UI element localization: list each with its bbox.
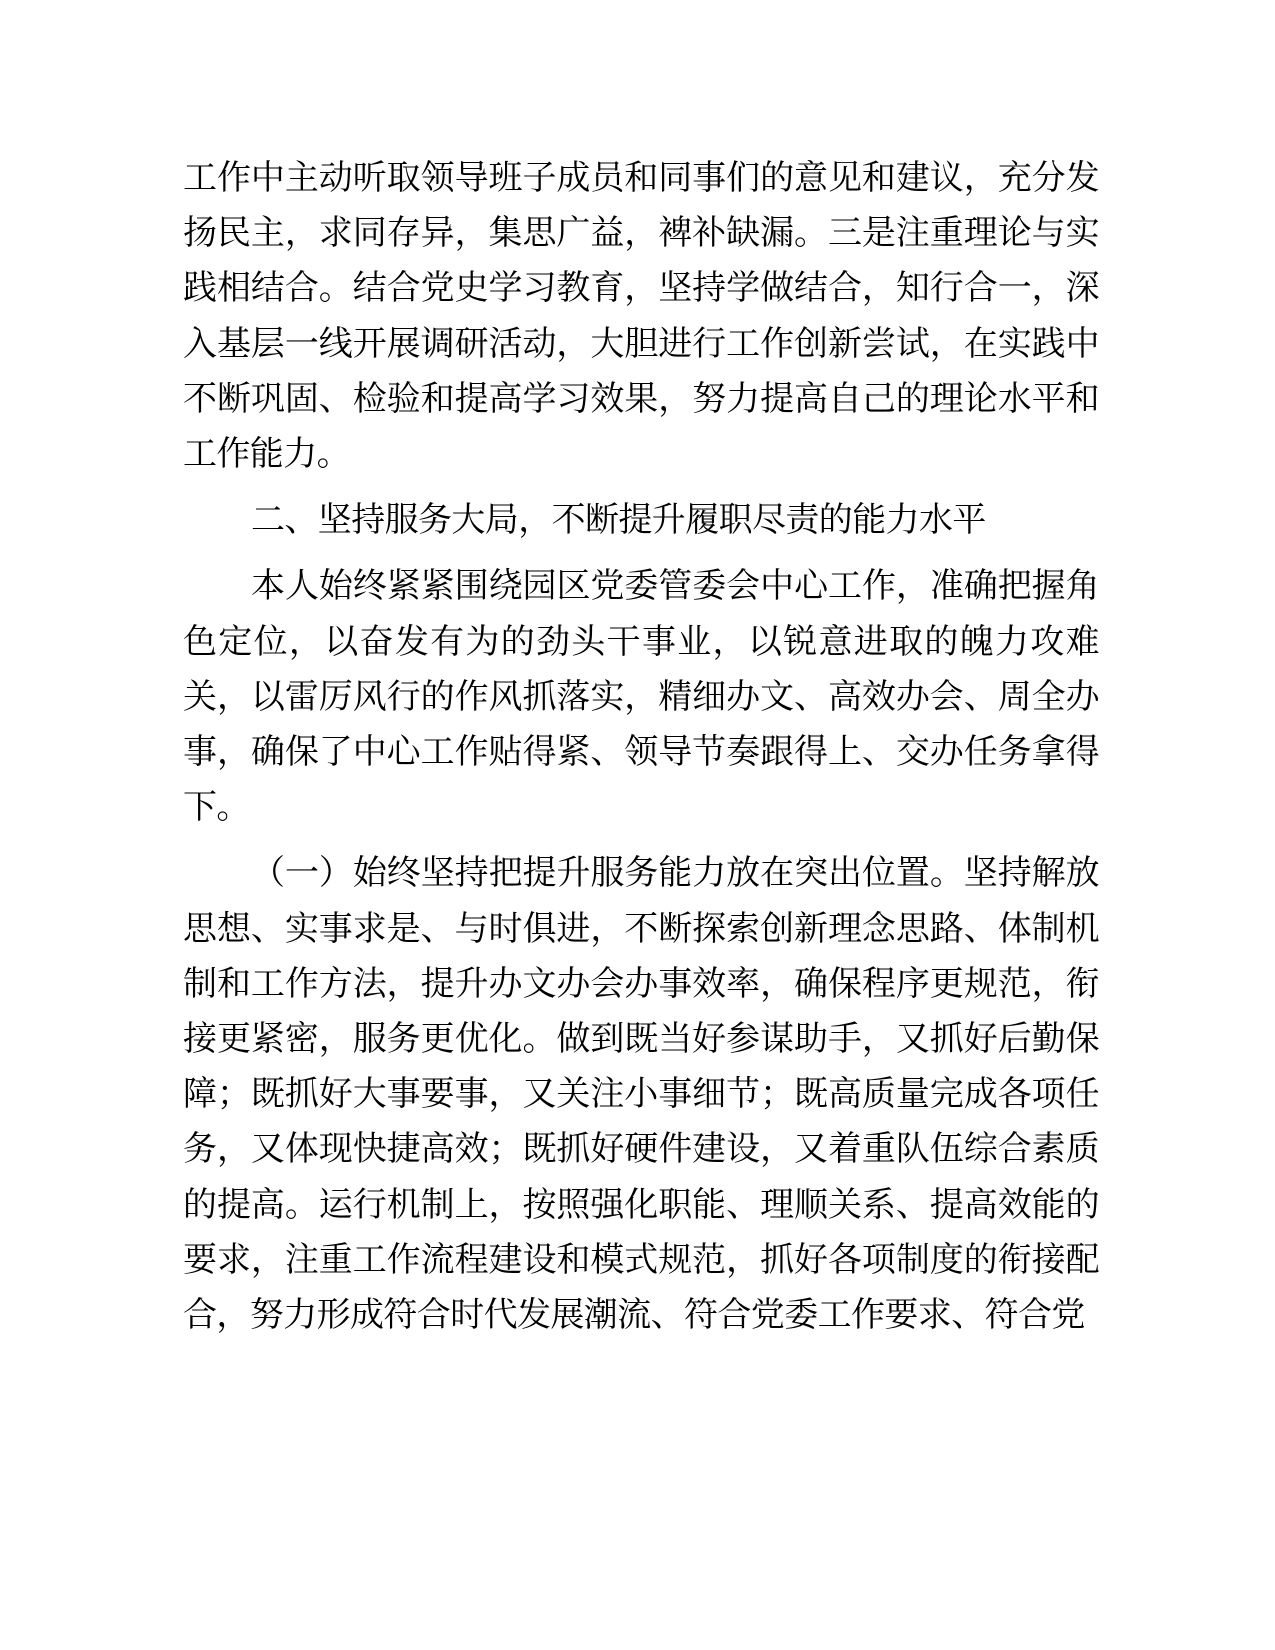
section-heading: 二、坚持服务大局，不断提升履职尽责的能力水平 [251,500,986,541]
document-body [183,151,1099,1354]
paragraph-continuation: 工作中主动听取领导班子成员和同事们的意见和建议，充分发扬民主，求同存异，集思广益，裨补缺漏。三是注重理论与实践相结合。结合党史学习教育，坚持学做结合，知行合一，深入基层一线开展调研活动，大胆进行工作创新尝试，在实践中不断巩固、检验和提高学习效果，努力提高自己的理论水平和工作能力。 [183,158,1099,475]
paragraph-subsection-one: （一）始终坚持把提升服务能力放在突出位置。坚持解放思想、实事求是、与时俱进，不断探索创新理念思路、体制机制和工作方法，提升办文办会办事效率，确保程序更规范，衔接更紧密，服务更优化。做到既当好参谋助手，又抓好后勤保障；既抓好大事要事，又关注小事细节；既高质量完成各项任务，又体现快捷高效；既抓好硬件建设，又着重队伍综合素质的提高。运行机制上，按照强化职能、理顺关系、提高效能的要求，注重工作流程建设和模式规范，抓好各项制度的衔接配合，努力形成符合时代发展潮流、符合党委工作要求、符合党 [183,853,1099,1336]
paragraph-section-intro: 本人始终紧紧围绕园区党委管委会中心工作，准确把握角色定位，以奋发有为的劲头干事业，以锐意进取的魄力攻难关，以雷厉风行的作风抓落实，精细办文、高效办会、周全办事，确保了中心工作贴得紧、领导节奏跟得上、交办任务拿得下。 [183,566,1099,828]
